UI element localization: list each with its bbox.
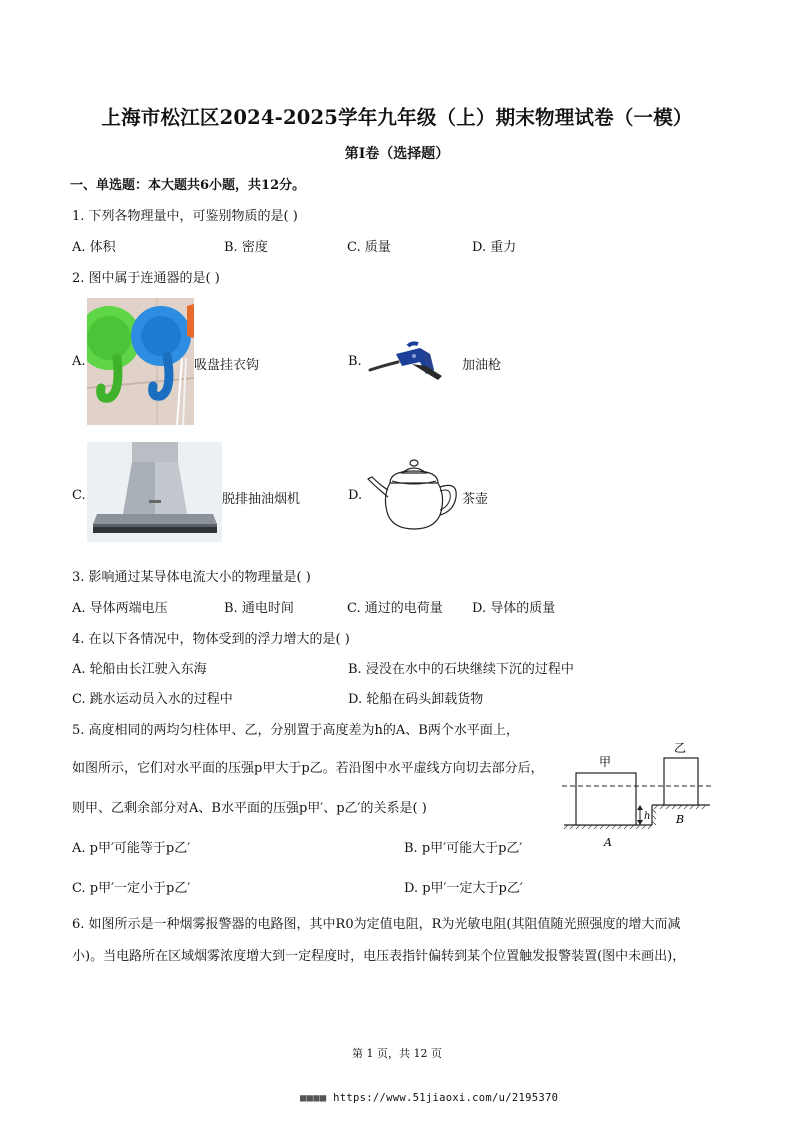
question-1-stem: 1. 下列各物理量中，可鉴别物质的是( ) <box>72 209 298 224</box>
q2-option-d-letter: D. <box>348 488 363 503</box>
suction-hook-image <box>87 298 194 425</box>
q5-option-a: A. p甲′可能等于p乙′ <box>72 841 191 856</box>
q2-option-a-letter: A. <box>72 354 86 369</box>
label-jia: 甲 <box>599 755 612 769</box>
fuel-nozzle-image <box>368 340 462 382</box>
label-yi: 乙 <box>674 741 687 755</box>
label-h: h <box>644 811 651 822</box>
watermark-link[interactable]: https://www.51jiaoxi.com/u/2195370 <box>333 1092 559 1104</box>
q5-option-d: D. p甲′一定大于p乙′ <box>404 881 523 896</box>
question-5-line-1: 5. 高度相同的两均匀柱体甲、乙，分别置于高度差为h的A、B两个水平面上， <box>72 723 519 738</box>
section-subtitle: 第I卷（选择题） <box>344 146 450 162</box>
teapot-image <box>366 457 461 533</box>
question-2-stem: 2. 图中属于连通器的是( ) <box>72 271 220 286</box>
question-6-line-2: 小)。当电路所在区域烟雾浓度增大到一定程度时，电压表指针偏转到某个位置触发报警装置(图中未画出)， <box>72 949 686 964</box>
q5-option-b: B. p甲′可能大于p乙′ <box>404 841 523 856</box>
q1-option-c: C. 质量 <box>347 240 391 255</box>
label-a: A <box>604 836 612 849</box>
label-b: B <box>676 813 685 826</box>
q3-option-a: A. 导体两端电压 <box>72 601 168 616</box>
question-6-line-1: 6. 如图所示是一种烟雾报警器的电路图，其中R0为定值电阻，R为光敏电阻(其阻值随光照强度的增大而减 <box>72 917 681 932</box>
question-4-stem: 4. 在以下各情况中，物体受到的浮力增大的是( ) <box>72 632 350 647</box>
q2-option-d-caption: 茶壶 <box>462 492 489 507</box>
question-5-line-3: 则甲、乙剩余部分对A、B水平面的压强p甲′、p乙′的关系是( ) <box>72 801 427 816</box>
q2-option-c-letter: C. <box>72 488 86 503</box>
question-5-line-2: 如图所示，它们对水平面的压强p甲大于p乙。若沿图中水平虚线方向切去部分后， <box>72 761 544 776</box>
q2-option-a-caption: 吸盘挂衣钩 <box>194 358 260 373</box>
q2-option-b-caption: 加油枪 <box>462 358 502 373</box>
section-heading: 一、单选题：本大题共6小题，共12分。 <box>70 178 306 193</box>
q4-option-b: B. 浸没在水中的石块继续下沉的过程中 <box>348 662 574 677</box>
page-title: 上海市松江区2024-2025学年九年级（上）期末物理试卷（一模） <box>101 106 693 129</box>
q4-option-c: C. 跳水运动员入水的过程中 <box>72 692 233 707</box>
q1-option-d: D. 重力 <box>472 240 517 255</box>
watermark-prefix: ■■■■ <box>300 1092 327 1104</box>
q4-option-d: D. 轮船在码头卸载货物 <box>348 692 484 707</box>
page-footer: 第 1 页，共 12 页 <box>352 1047 442 1060</box>
q5-option-c: C. p甲′一定小于p乙′ <box>72 881 191 896</box>
watermark-url[interactable] <box>300 1092 558 1104</box>
q3-option-c: C. 通过的电荷量 <box>347 601 443 616</box>
q1-option-a: A. 体积 <box>72 240 116 255</box>
q5-pressure-figure <box>560 735 720 850</box>
q1-option-b: B. 密度 <box>224 240 268 255</box>
q3-option-d: D. 导体的质量 <box>472 601 556 616</box>
q2-option-c-caption: 脱排抽油烟机 <box>222 492 301 507</box>
question-3-stem: 3. 影响通过某导体电流大小的物理量是( ) <box>72 570 311 585</box>
range-hood-image <box>87 442 222 542</box>
q4-option-a: A. 轮船由长江驶入东海 <box>72 662 207 677</box>
q3-option-b: B. 通电时间 <box>224 601 294 616</box>
q2-option-b-letter: B. <box>348 354 362 369</box>
